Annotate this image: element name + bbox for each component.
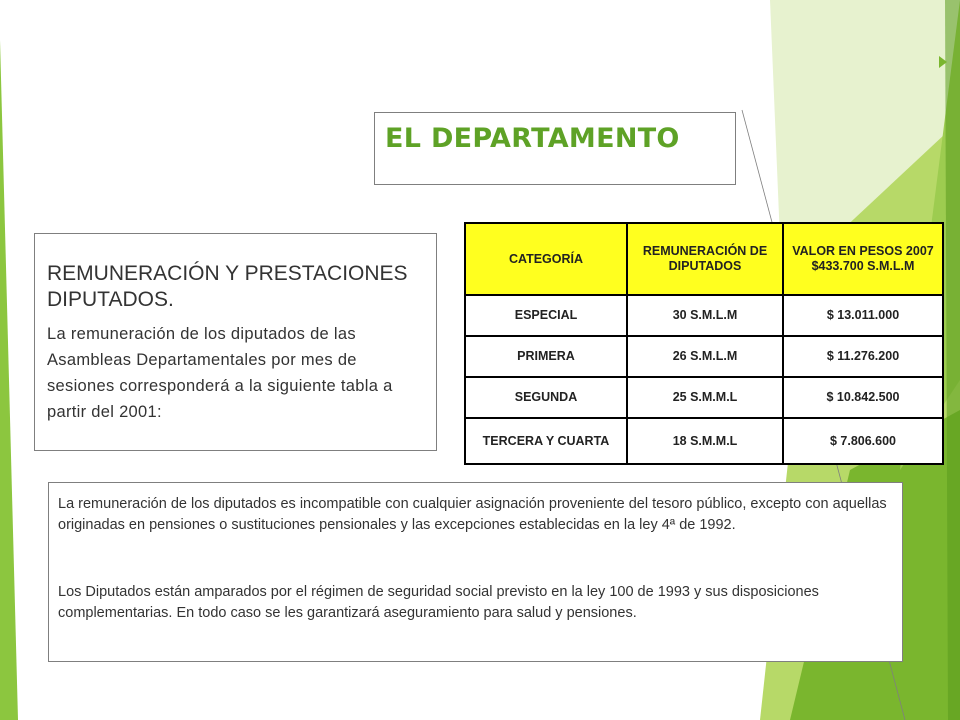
title-box bbox=[374, 112, 736, 185]
cell-value: $ 7.806.600 bbox=[783, 418, 943, 464]
cell-remuneration: 30 S.M.L.M bbox=[627, 295, 783, 336]
page-title: EL DEPARTAMENTO bbox=[385, 123, 680, 154]
cell-remuneration: 18 S.M.M.L bbox=[627, 418, 783, 464]
cell-remuneration: 26 S.M.L.M bbox=[627, 336, 783, 377]
remuneration-table bbox=[464, 222, 944, 465]
social-security-paragraph: Los Diputados están amparados por el régimen de seguridad social previsto en la ley 100 de 1993 y sus disposiciones complementarias. En todo caso se les garantizará aseguramiento para salud y pensiones. bbox=[58, 584, 819, 621]
cell-category: SEGUNDA bbox=[465, 377, 627, 418]
cell-remuneration: 25 S.M.M.L bbox=[627, 377, 783, 418]
left-green-stripe bbox=[0, 40, 18, 720]
table-row bbox=[465, 295, 943, 336]
table-row bbox=[465, 418, 943, 464]
cell-value: $ 13.011.000 bbox=[783, 295, 943, 336]
table-row bbox=[465, 377, 943, 418]
header-remuneration: REMUNERACIÓN DE DIPUTADOS bbox=[627, 223, 783, 295]
table-header-row bbox=[465, 223, 943, 295]
remuneration-description: La remuneración de los diputados de las Asambleas Departamentales por mes de sesiones corresponderá a la siguiente tabla a partir del 2001: bbox=[47, 325, 393, 421]
cell-category: ESPECIAL bbox=[465, 295, 627, 336]
header-category: CATEGORÍA bbox=[465, 223, 627, 295]
incompatibility-panel bbox=[48, 482, 903, 662]
header-value-2007: VALOR EN PESOS 2007 $433.700 S.M.L.M bbox=[783, 223, 943, 295]
remuneration-heading: REMUNERACIÓN Y PRESTACIONES DIPUTADOS. bbox=[47, 262, 408, 311]
incompatibility-paragraph: La remuneración de los diputados es incompatible con cualquier asignación proveniente del tesoro público, excepto con aquellas originadas en pensiones o sustituciones pensionales y las excepciones establecidas en la ley 4ª de 1992. bbox=[58, 496, 887, 533]
remuneration-panel bbox=[34, 233, 437, 451]
cell-value: $ 11.276.200 bbox=[783, 336, 943, 377]
cell-value: $ 10.842.500 bbox=[783, 377, 943, 418]
table-row bbox=[465, 336, 943, 377]
cell-category: PRIMERA bbox=[465, 336, 627, 377]
cell-category: TERCERA Y CUARTA bbox=[465, 418, 627, 464]
